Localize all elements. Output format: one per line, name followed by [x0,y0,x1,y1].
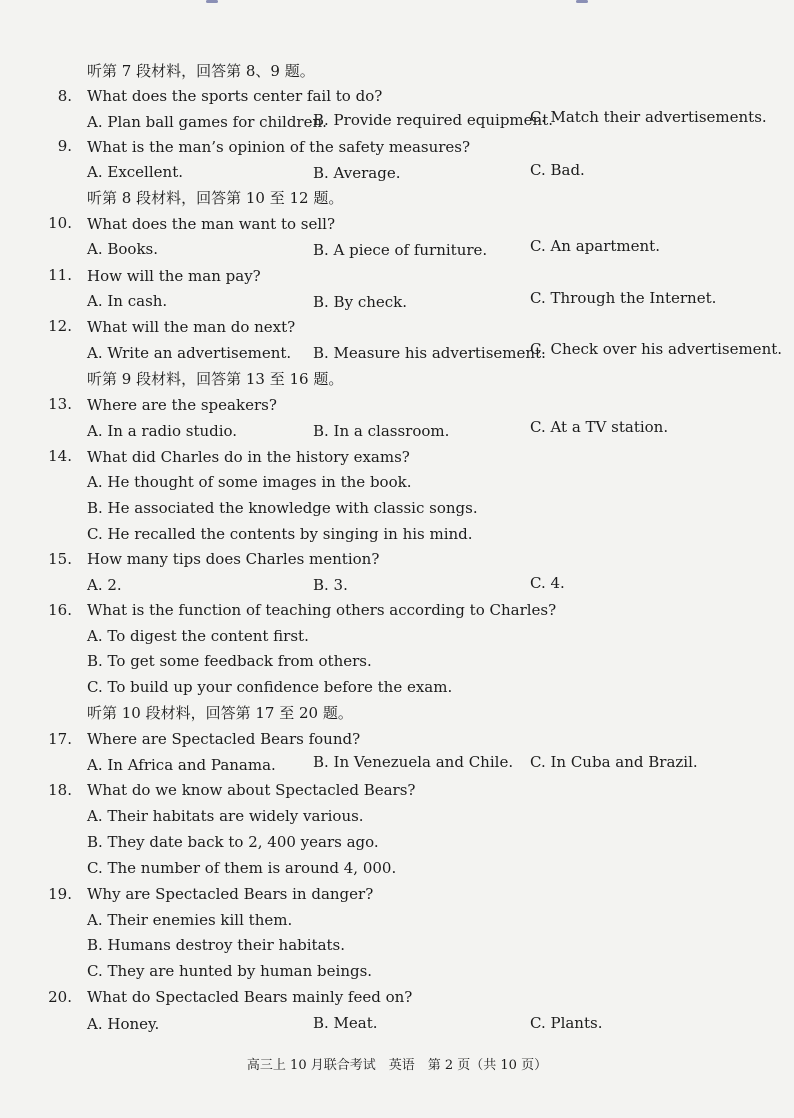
question-number: 8. [57,87,72,105]
option-a: A. Their habitats are widely various. [87,807,364,825]
page-footer: 高三上 10 月联合考试 英语 第 2 页（共 10 页） [246,1058,548,1073]
option-c: C. 4. [530,574,565,592]
question-number: 16. [48,601,72,619]
question-text: What does the man want to sell? [87,215,335,233]
question-text: Why are Spectacled Bears in danger? [87,885,374,903]
question-number: 13. [48,395,72,413]
question-number: 18. [48,781,72,799]
section-heading: 听第 9 段材料，回答第 13 至 16 题。 [87,370,344,388]
question-text: What is the man’s opinion of the safety measures? [87,138,471,156]
scan-mark [206,0,218,3]
question-number: 12. [48,317,72,335]
option-a: A. In cash. [87,292,168,310]
question-text: What does the sports center fail to do? [87,87,383,105]
question-number: 20. [48,988,72,1006]
option-c: C. At a TV station. [530,418,669,436]
option-b: B. 3. [313,576,348,594]
option-a: A. In Africa and Panama. [87,756,276,774]
option-b: B. By check. [313,293,408,311]
option-a: A. Plan ball games for children. [87,113,327,131]
option-b: B. In a classroom. [313,422,450,440]
question-number: 9. [57,137,72,155]
option-b: B. Average. [313,164,401,182]
question-text: Where are Spectacled Bears found? [87,730,361,748]
question-number: 17. [48,730,72,748]
question-number: 14. [48,447,72,465]
question-text: How many tips does Charles mention? [87,550,380,568]
question-text: What do we know about Spectacled Bears? [87,781,416,799]
option-c: C. Bad. [530,161,585,179]
option-a: A. In a radio studio. [87,422,238,440]
section-heading: 听第 8 段材料，回答第 10 至 12 题。 [87,189,344,207]
option-c: C. Check over his advertisement. [530,340,783,358]
question-number: 19. [48,885,72,903]
option-c: C. Plants. [530,1014,603,1032]
option-a: A. 2. [87,576,122,594]
option-c: C. The number of them is around 4, 000. [87,859,397,877]
option-b: B. Provide required equipment. [313,111,553,129]
option-c: C. He recalled the contents by singing in his mind. [87,525,473,543]
scan-mark [576,0,588,3]
question-text: What did Charles do in the history exams? [87,448,410,466]
option-b: B. To get some feedback from others. [87,652,372,670]
option-b: B. Meat. [313,1014,378,1032]
question-text: What is the function of teaching others according to Charles? [87,601,557,619]
option-b: B. They date back to 2, 400 years ago. [87,833,379,851]
question-text: Where are the speakers? [87,396,277,414]
option-a: A. Books. [87,240,159,258]
option-c: C. Through the Internet. [530,289,717,307]
option-c: C. In Cuba and Brazil. [530,753,698,771]
question-text: How will the man pay? [87,267,261,285]
question-number: 11. [48,266,72,284]
option-a: A. Their enemies kill them. [87,911,293,929]
option-c: C. An apartment. [530,237,660,255]
option-b: B. In Venezuela and Chile. [313,753,514,771]
option-a: A. He thought of some images in the book. [87,473,412,491]
option-b: B. He associated the knowledge with classic songs. [87,499,478,517]
section-heading: 听第 7 段材料，回答第 8、9 题。 [87,62,315,80]
option-c: C. Match their advertisements. [530,108,767,126]
option-a: A. To digest the content first. [87,627,309,645]
option-b: B. A piece of furniture. [313,241,488,259]
section-heading: 听第 10 段材料，回答第 17 至 20 题。 [87,704,353,722]
option-b: B. Measure his advertisement. [313,344,546,362]
option-a: A. Write an advertisement. [87,344,292,362]
option-a: A. Honey. [87,1015,160,1033]
option-a: A. Excellent. [87,163,183,181]
question-number: 10. [48,214,72,232]
option-c: C. They are hunted by human beings. [87,962,373,980]
question-text: What will the man do next? [87,318,296,336]
option-b: B. Humans destroy their habitats. [87,936,346,954]
question-number: 15. [48,550,72,568]
question-text: What do Spectacled Bears mainly feed on? [87,988,413,1006]
option-c: C. To build up your confidence before the exam. [87,678,453,696]
